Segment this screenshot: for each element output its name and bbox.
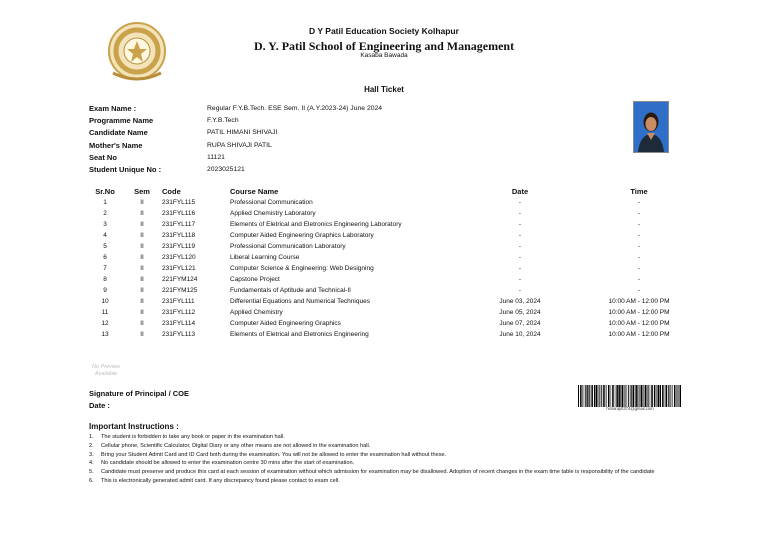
exam-name-label: Exam Name :: [89, 103, 137, 113]
instruction-item: [89, 460, 659, 466]
candidate-name-label: Candidate Name: [89, 128, 148, 138]
header-sr-no: Sr.No: [95, 186, 115, 196]
school-location: Kasaba Bawada: [360, 52, 408, 59]
barcode-bar: [604, 385, 605, 407]
barcode-bar: [616, 385, 618, 407]
sr-no-cell: 7: [103, 265, 107, 272]
exam-time-cell: -: [637, 199, 641, 206]
exam-date-cell: -: [518, 287, 522, 294]
exam-date-cell: -: [518, 232, 522, 239]
barcode-bar: [674, 385, 676, 407]
barcode-bar: [645, 385, 647, 407]
sr-no-cell: 11: [101, 309, 109, 316]
instruction-text: Candidate must preserve and produce this card at each session of examination without which admission for examination may be disallowed. Adoption of recent changes in the exam time table is responsibility of the candidate: [101, 469, 655, 476]
exam-time-cell: -: [637, 221, 641, 228]
sr-no-cell: 2: [103, 210, 107, 217]
sr-no-cell: 9: [103, 287, 107, 294]
exam-time-cell: -: [637, 287, 641, 294]
barcode-bar: [622, 385, 624, 407]
barcode-bar: [640, 385, 641, 407]
exam-date-cell: -: [518, 254, 522, 261]
instruction-number: 2.: [89, 442, 94, 449]
course-code-cell: 231FYL112: [162, 309, 196, 316]
course-name-cell: Elements of Eletrical and Eletronics Engineering Laboratory: [230, 221, 402, 228]
sr-no-cell: 6: [103, 254, 107, 261]
barcode-bar: [608, 385, 610, 407]
course-name-cell: Liberal Learning Course: [230, 254, 300, 261]
course-name-cell: Applied Chemistry Laboratory: [230, 210, 316, 217]
barcode-bar: [678, 385, 679, 407]
exam-name-row: [89, 102, 382, 114]
sem-cell: II: [140, 199, 144, 206]
exam-date-cell: -: [518, 210, 522, 217]
mother-name-value: RUPA SHIVAJI PATIL: [207, 141, 272, 149]
table-row: [88, 318, 694, 329]
candidate-name-value: PATIL HIMANI SHIVAJI: [207, 129, 278, 137]
sem-cell: II: [140, 243, 144, 250]
barcode-bar: [578, 385, 579, 407]
exam-name-value: Regular F.Y.B.Tech. ESE Sem. II (A.Y.2023-24) June 2024: [207, 104, 383, 112]
barcode-bar: [601, 385, 602, 407]
instruction-number: 3.: [89, 451, 94, 458]
sr-no-cell: 13: [101, 331, 109, 338]
sem-cell: II: [140, 309, 144, 316]
exam-date-cell: -: [518, 243, 522, 250]
exam-time-cell: -: [637, 276, 641, 283]
barcode-bar: [584, 385, 585, 407]
seat-no-value: 11121: [207, 153, 225, 161]
exam-time-cell: -: [637, 265, 641, 272]
course-code-cell: 221FYM124: [162, 276, 198, 283]
mother-name-label: Mother's Name: [89, 140, 143, 150]
instruction-text: Bring your Student Admit Card and ID Card both during the examination. You will not be allowed to enter the examination hall without these.: [101, 451, 447, 458]
barcode-bar: [679, 385, 680, 407]
barcode-bar: [599, 385, 600, 407]
table-row: [88, 230, 694, 241]
barcode-bar: [650, 385, 651, 407]
exam-time-cell: -: [637, 210, 641, 217]
table-row: [88, 285, 694, 296]
course-name-cell: Computer Science & Engineering: Web Designing: [230, 265, 374, 272]
table-row: [88, 296, 694, 307]
barcode-bar: [643, 385, 644, 407]
course-schedule-table: [88, 185, 694, 340]
school-name: D. Y. Patil School of Engineering and Management: [253, 39, 515, 53]
instruction-text: The student is forbidden to take any book or paper in the examination hall.: [101, 434, 285, 440]
exam-time-cell: 10:00 AM - 12:00 PM: [608, 320, 670, 327]
sem-cell: II: [140, 320, 144, 327]
table-row: [88, 252, 694, 263]
barcode-bar: [641, 385, 643, 407]
course-code-cell: 231FYL118: [162, 232, 196, 239]
sr-no-cell: 1: [103, 199, 107, 206]
sem-cell: II: [140, 221, 144, 228]
table-row: [88, 307, 694, 318]
sem-cell: II: [140, 265, 144, 272]
barcode-bar: [618, 385, 620, 407]
table-row: [88, 329, 694, 340]
instruction-number: 5.: [89, 469, 94, 476]
barcode-bar: [589, 385, 590, 407]
date-label: Date :: [89, 401, 110, 410]
barcode-bar: [648, 385, 649, 407]
exam-date-cell: -: [518, 276, 522, 283]
course-code-cell: 231FYL119: [162, 243, 196, 250]
exam-date-cell: -: [518, 265, 522, 272]
course-code-cell: 231FYL113: [162, 331, 196, 338]
barcode-bar: [651, 385, 653, 407]
header-sem: Sem: [134, 186, 150, 196]
course-code-cell: 231FYL120: [162, 254, 196, 261]
course-name-cell: Applied Chemistry: [230, 309, 283, 316]
barcode-bar: [668, 385, 669, 407]
exam-time-cell: 10:00 AM - 12:00 PM: [608, 298, 670, 305]
barcode-bar: [627, 385, 628, 407]
barcode-bar: [591, 385, 593, 407]
instruction-item: [89, 434, 659, 440]
barcode-bar: [680, 385, 681, 407]
unique-no-row: [89, 163, 382, 175]
instruction-text: No candidate should be allowed to enter the examination centre 30 mins after the start of examination.: [101, 460, 355, 467]
course-code-cell: 231FYL111: [162, 298, 195, 305]
barcode-text: himanip0374@gmail.com: [606, 406, 654, 411]
sem-cell: II: [140, 287, 144, 294]
candidate-name-row: [89, 127, 382, 139]
instruction-number: 6.: [89, 477, 94, 484]
sem-cell: II: [140, 331, 144, 338]
course-name-cell: Computer Aided Engineering Graphics: [230, 320, 341, 327]
sem-cell: II: [140, 276, 144, 283]
sr-no-cell: 8: [103, 276, 107, 283]
course-name-cell: Fundamentals of Aptitude and Technical-II: [230, 287, 351, 294]
table-header-row: [88, 185, 694, 197]
instruction-text: This is electronically generated admit card. If any discrepancy found please contact to exam cell.: [101, 477, 340, 484]
barcode-bar: [670, 385, 671, 407]
sem-cell: II: [140, 210, 144, 217]
sr-no-cell: 12: [101, 320, 109, 327]
barcode-bar: [628, 385, 629, 407]
course-name-cell: Elements of Eletrical and Eletronics Engineering: [230, 331, 369, 338]
instruction-item: [89, 478, 659, 484]
header-date: Date: [511, 186, 529, 196]
barcode-bar: [633, 385, 635, 407]
seat-no-row: [89, 151, 382, 163]
programme-value: F.Y.B.Tech: [207, 116, 239, 124]
barcode-bar: [631, 385, 632, 407]
course-code-cell: 231FYL121: [162, 265, 196, 272]
barcode-bar: [594, 385, 596, 407]
barcode-bar: [660, 385, 662, 407]
barcode-bar: [603, 385, 604, 407]
barcode-bar: [647, 385, 648, 407]
sr-no-cell: 10: [101, 298, 109, 305]
table-row: [88, 241, 694, 252]
course-name-cell: Capstone Project: [230, 276, 280, 283]
instructions-list: [89, 434, 659, 487]
course-code-cell: 231FYL117: [162, 221, 196, 228]
table-row: [88, 219, 694, 230]
exam-date-cell: -: [518, 221, 522, 228]
mother-name-row: [89, 139, 382, 151]
sem-cell: II: [140, 298, 144, 305]
table-row: [88, 274, 694, 285]
barcode-bar: [630, 385, 631, 407]
programme-row: [89, 114, 382, 126]
exam-date-cell: June 03, 2024: [499, 298, 541, 305]
barcode-bar: [611, 385, 612, 407]
sr-no-cell: 5: [103, 243, 107, 250]
barcode-bar: [615, 385, 616, 407]
signature-image-placeholder: [92, 364, 120, 378]
instruction-text: Cellular phone, Scientific Calculator, Digital Diary or any other means are not allowed in the examination hall.: [101, 442, 371, 449]
candidate-photo: [633, 101, 669, 153]
course-code-cell: 231FYL116: [162, 210, 196, 217]
candidate-info: [89, 102, 382, 176]
exam-time-cell: -: [637, 254, 641, 261]
table-row: [88, 263, 694, 274]
barcode-bar: [637, 385, 638, 407]
society-name: D Y Patil Education Society Kolhapur: [309, 26, 459, 36]
barcode-bar: [662, 385, 664, 407]
course-name-cell: Professional Communication: [230, 199, 313, 206]
instruction-item: [89, 443, 659, 449]
unique-no-value: 2023025121: [207, 166, 245, 174]
instructions-title: Important Instructions :: [89, 422, 179, 431]
seat-no-label: Seat No: [89, 152, 117, 162]
programme-label: Programme Name: [89, 115, 154, 125]
exam-time-cell: 10:00 AM - 12:00 PM: [608, 309, 670, 316]
course-code-cell: 231FYL114: [162, 320, 196, 327]
exam-date-cell: June 10, 2024: [499, 331, 541, 338]
exam-date-cell: June 07, 2024: [499, 320, 541, 327]
barcode-bar: [625, 385, 626, 407]
sr-no-cell: 4: [103, 232, 107, 239]
course-name-cell: Computer Aided Engineering Graphics Laboratory: [230, 232, 374, 239]
table-row: [88, 197, 694, 208]
barcode-bar: [671, 385, 672, 407]
barcode-bar: [676, 385, 677, 407]
barcode-bar: [666, 385, 668, 407]
header-code: Code: [162, 186, 181, 196]
barcode: [578, 385, 682, 407]
barcode-bar: [677, 385, 678, 407]
instruction-item: [89, 469, 659, 475]
exam-date-cell: -: [518, 199, 522, 206]
barcode-bar: [588, 385, 589, 407]
no-preview-text: No Preview: [92, 364, 121, 370]
instruction-item: [89, 452, 659, 458]
barcode-bar: [582, 385, 583, 407]
barcode-bar: [596, 385, 598, 407]
signature-label: Signature of Principal / COE: [89, 389, 190, 398]
course-name-cell: Professional Communication Laboratory: [230, 243, 346, 250]
available-text: Available: [95, 371, 118, 377]
unique-no-label: Student Unique No :: [89, 165, 162, 175]
barcode-bar: [612, 385, 614, 407]
instruction-number: 4.: [89, 460, 94, 467]
document-title: Hall Ticket: [364, 85, 404, 94]
exam-time-cell: -: [637, 243, 641, 250]
header-time: Time: [630, 186, 648, 196]
barcode-bar: [657, 385, 658, 407]
sem-cell: II: [140, 232, 144, 239]
barcode-bar: [606, 385, 607, 407]
barcode-bar: [654, 385, 656, 407]
barcode-bar: [672, 385, 673, 407]
exam-time-cell: -: [637, 232, 641, 239]
instruction-number: 1.: [89, 434, 94, 440]
barcode-bar: [620, 385, 621, 407]
sem-cell: II: [140, 254, 144, 261]
barcode-bar: [580, 385, 582, 407]
course-code-cell: 231FYL115: [162, 199, 196, 206]
barcode-bar: [585, 385, 586, 407]
exam-date-cell: June 05, 2024: [499, 309, 541, 316]
course-code-cell: 221FYM125: [162, 287, 198, 294]
header-course-name: Course Name: [230, 186, 279, 196]
barcode-bar: [658, 385, 660, 407]
sr-no-cell: 3: [103, 221, 107, 228]
exam-time-cell: 10:00 AM - 12:00 PM: [608, 331, 670, 338]
barcode-bar: [587, 385, 588, 407]
course-name-cell: Differential Equations and Numerical Techniques: [230, 298, 370, 305]
barcode-bar: [665, 385, 666, 407]
barcode-bar: [635, 385, 637, 407]
table-row: [88, 208, 694, 219]
